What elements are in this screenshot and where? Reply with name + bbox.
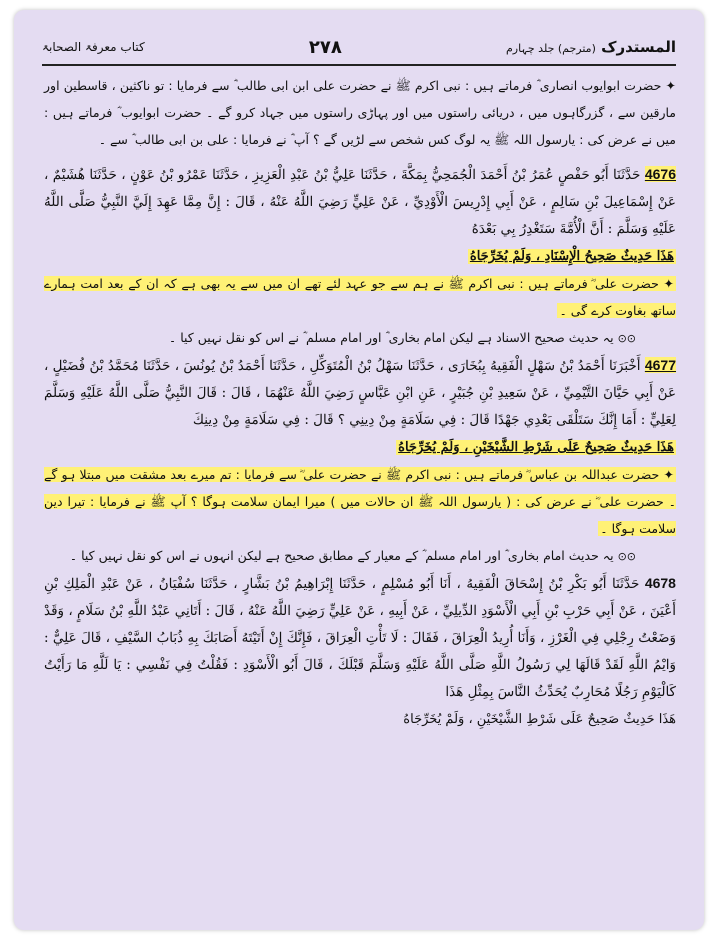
grading-note [44, 542, 676, 570]
hadith-grade [44, 434, 676, 461]
translation-text: حضرت عبداللہ بن عباس ؓ فرماتے ہیں : نبی اکرم ﷺ نے حضرت علی ؓ سے فرمایا : تم میرے بعد مشقت میں مبتلا ہو گے ۔ حضرت علی ؓ نے عرض کی : ( یارسول اللہ ﷺ ان حالات میں ) میرا ایمان سلامت ہوگا ؟ آپ ﷺ نے فرمایا : تیرا دین سلامت ہوگا ۔ [44, 467, 676, 536]
translation-text: حضرت ابوایوب انصاری ؓ فرماتے ہیں : نبی اکرم ﷺ نے حضرت علی ابن ابی طالب ؓ سے فرمایا : تو ناکثین ، قاسطین اور مارقین سے ، گزرگاہوں میں ، دریائی راستوں میں اور پہاڑی راستوں میں جہاد کرو گے ۔ حضرت ابوایوب ؓ فرماتے ہیں : میں نے عرض کی : یارسول اللہ ﷺ یہ لوگ کس شخص سے لڑیں گے ؟ آپ ؓ نے فرمایا : علی بن ابی طالب ؓ سے ۔ [44, 78, 676, 147]
note-mark-icon: ⊙⊙ [617, 332, 636, 345]
hadith-4677 [44, 352, 676, 434]
hadith-number: 4676 [644, 166, 676, 182]
translation-text: حضرت علی ؓ فرماتے ہیں : نبی اکرم ﷺ نے ہم سے جو عہد لئے تھے ان میں سے یہ بھی ہے کہ ان کے بعد امت ہمارے ساتھ بغاوت کرے گی ۔ [44, 276, 676, 318]
translation-paragraph [44, 72, 676, 153]
volume-label: (مترجم) جلد چہارم [505, 42, 596, 55]
hadith-grade [44, 706, 676, 733]
chapter-title: کتاب معرفۃ الصحابۃ [42, 40, 145, 54]
bullet-icon: ✦ [663, 467, 674, 482]
header-book-title [506, 38, 676, 56]
page-number: ۲۷۸ [308, 36, 342, 58]
hadith-number: 4678 [644, 575, 676, 591]
grading-note [44, 324, 676, 352]
hadith-arabic-text: حَدَّثَنَا أَبُو حَفْصٍ عُمَرُ بْنُ أَحْمَدَ الْجُمَحِيُّ بِمَكَّةَ ، حَدَّثَنَا عَلِيُّ بْنُ عَبْدِ الْعَزِيزِ ، حَدَّثَنَا عَمْرُو بْنُ عَوْنٍ ، حَدَّثَنَا هُشَيْمٌ ، عَنْ إِسْمَاعِيلَ بْنِ سَالِمٍ ، عَنْ أَبِي إِدْرِيسَ الْأَوْدِيِّ ، عَنْ عَلِيٍّ رَضِيَ اللَّهُ عَنْهُ ، قَالَ : إِنَّ مِمَّا عَهِدَ إِلَيَّ النَّبِيُّ صَلَّى اللَّهُ عَلَيْهِ وَسَلَّمَ : أَنَّ الْأُمَّةَ سَتَغْدِرُ بِي بَعْدَهُ [44, 167, 676, 237]
page-header [42, 30, 676, 66]
hadith-4676 [44, 161, 676, 243]
grade-text: هَذَا حَدِيثٌ صَحِيحٌ عَلَى شَرْطِ الشَّيْخَيْنِ ، وَلَمْ يُخَرِّجَاهُ [398, 440, 674, 455]
hadith-number: 4677 [644, 357, 677, 373]
hadith-arabic-text: أَخْبَرَنَا أَحْمَدُ بْنُ سَهْلٍ الْفَقِيهُ بِبُخَارَى ، حَدَّثَنَا سَهْلُ بْنُ الْمُتَوَكِّلِ ، حَدَّثَنَا أَحْمَدُ بْنُ يُونُسَ ، حَدَّثَنَا مُحَمَّدُ بْنُ فُضَيْلٍ ، عَنْ أَبِي حَيَّانَ التَّيْمِيِّ ، عَنْ سَعِيدِ بْنِ جُبَيْرٍ ، عَنِ ابْنِ عَبَّاسٍ رَضِيَ اللَّهُ عَنْهُمَا ، قَالَ : قَالَ النَّبِيُّ صَلَّى اللَّهُ عَلَيْهِ وَسَلَّمَ لِعَلِيٍّ : أَمَا إِنَّكَ سَتَلْقَى بَعْدِي جَهْدًا قَالَ : فِي سَلَامَةٍ مِنْ دِينِي ؟ قَالَ : فِي سَلَامَةٍ مِنْ دِينِكَ [44, 358, 676, 428]
page-content [44, 72, 676, 733]
note-mark-icon: ⊙⊙ [617, 550, 636, 563]
hadith-arabic-text: حَدَّثَنَا أَبُو بَكْرِ بْنُ إِسْحَاقَ الْفَقِيهُ ، أَنَا أَبُو مُسْلِمٍ ، حَدَّثَنَا إِبْرَاهِيمُ بْنُ بَشَّارٍ ، حَدَّثَنَا سُفْيَانُ ، عَنْ عَبْدِ الْمَلِكِ بْنِ أَعْيَنَ ، عَنْ أَبِي حَرْبِ بْنِ أَبِي الْأَسْوَدِ الدِّيلِيِّ ، عَنْ أَبِيهِ ، عَنْ عَلِيٍّ رَضِيَ اللَّهُ عَنْهُ ، قَالَ : أَتَانِي عَبْدُ اللَّهِ بْنُ سَلَامٍ ، وَقَدْ وَضَعْتُ رِجْلِي فِي الْغَرْزِ ، وَأَنَا أُرِيدُ الْعِرَاقَ ، فَقَالَ : لَا تَأْتِ الْعِرَاقَ ، فَإِنَّكَ إِنْ أَتَيْتَهُ أَصَابَكَ بِهِ ذُبَابُ السَّيْفِ ، قَالَ عَلِيٌّ : وَايْمُ اللَّهِ لَقَدْ قَالَهَا لِي رَسُولُ اللَّهِ صَلَّى اللَّهُ عَلَيْهِ وَسَلَّمَ قَبْلَكَ ، قَالَ أَبُو الْأَسْوَدِ : فَقُلْتُ فِي نَفْسِي : يَا لَلَّهِ مَا رَأَيْتُ كَالْيَوْمِ رَجُلًا مُحَارِبٌ يُحَدِّثُ النَّاسَ بِمِثْلِ هَذَا [44, 576, 676, 700]
bullet-icon: ✦ [665, 78, 676, 93]
note-text: یہ حدیث امام بخاری ؓ اور امام مسلم ؓ کے معیار کے مطابق صحیح ہے لیکن انہوں نے اس کو نقل نہیں کیا ۔ [69, 548, 614, 563]
grade-text: هَذَا حَدِيثٌ صَحِيحٌ عَلَى شَرْطِ الشَّيْخَيْنِ ، وَلَمْ يُخَرِّجَاهُ [403, 712, 676, 727]
document-page [14, 10, 704, 930]
bullet-icon: ✦ [663, 276, 674, 291]
hadith-grade [44, 243, 676, 270]
book-title: المستدرک [601, 38, 676, 56]
hadith-4678 [44, 570, 676, 706]
grade-text: هَذَا حَدِيثٌ صَحِيحُ الْإِسْنَادِ ، وَلَمْ يُخَرِّجَاهُ [469, 249, 674, 264]
translation-paragraph [44, 270, 676, 324]
highlighted-translation [44, 467, 676, 536]
translation-paragraph [44, 461, 676, 542]
highlighted-translation [44, 276, 676, 318]
note-text: یہ حدیث صحیح الاسناد ہے لیکن امام بخاری ؓ اور امام مسلم ؓ نے اس کو نقل نہیں کیا ۔ [168, 330, 614, 345]
